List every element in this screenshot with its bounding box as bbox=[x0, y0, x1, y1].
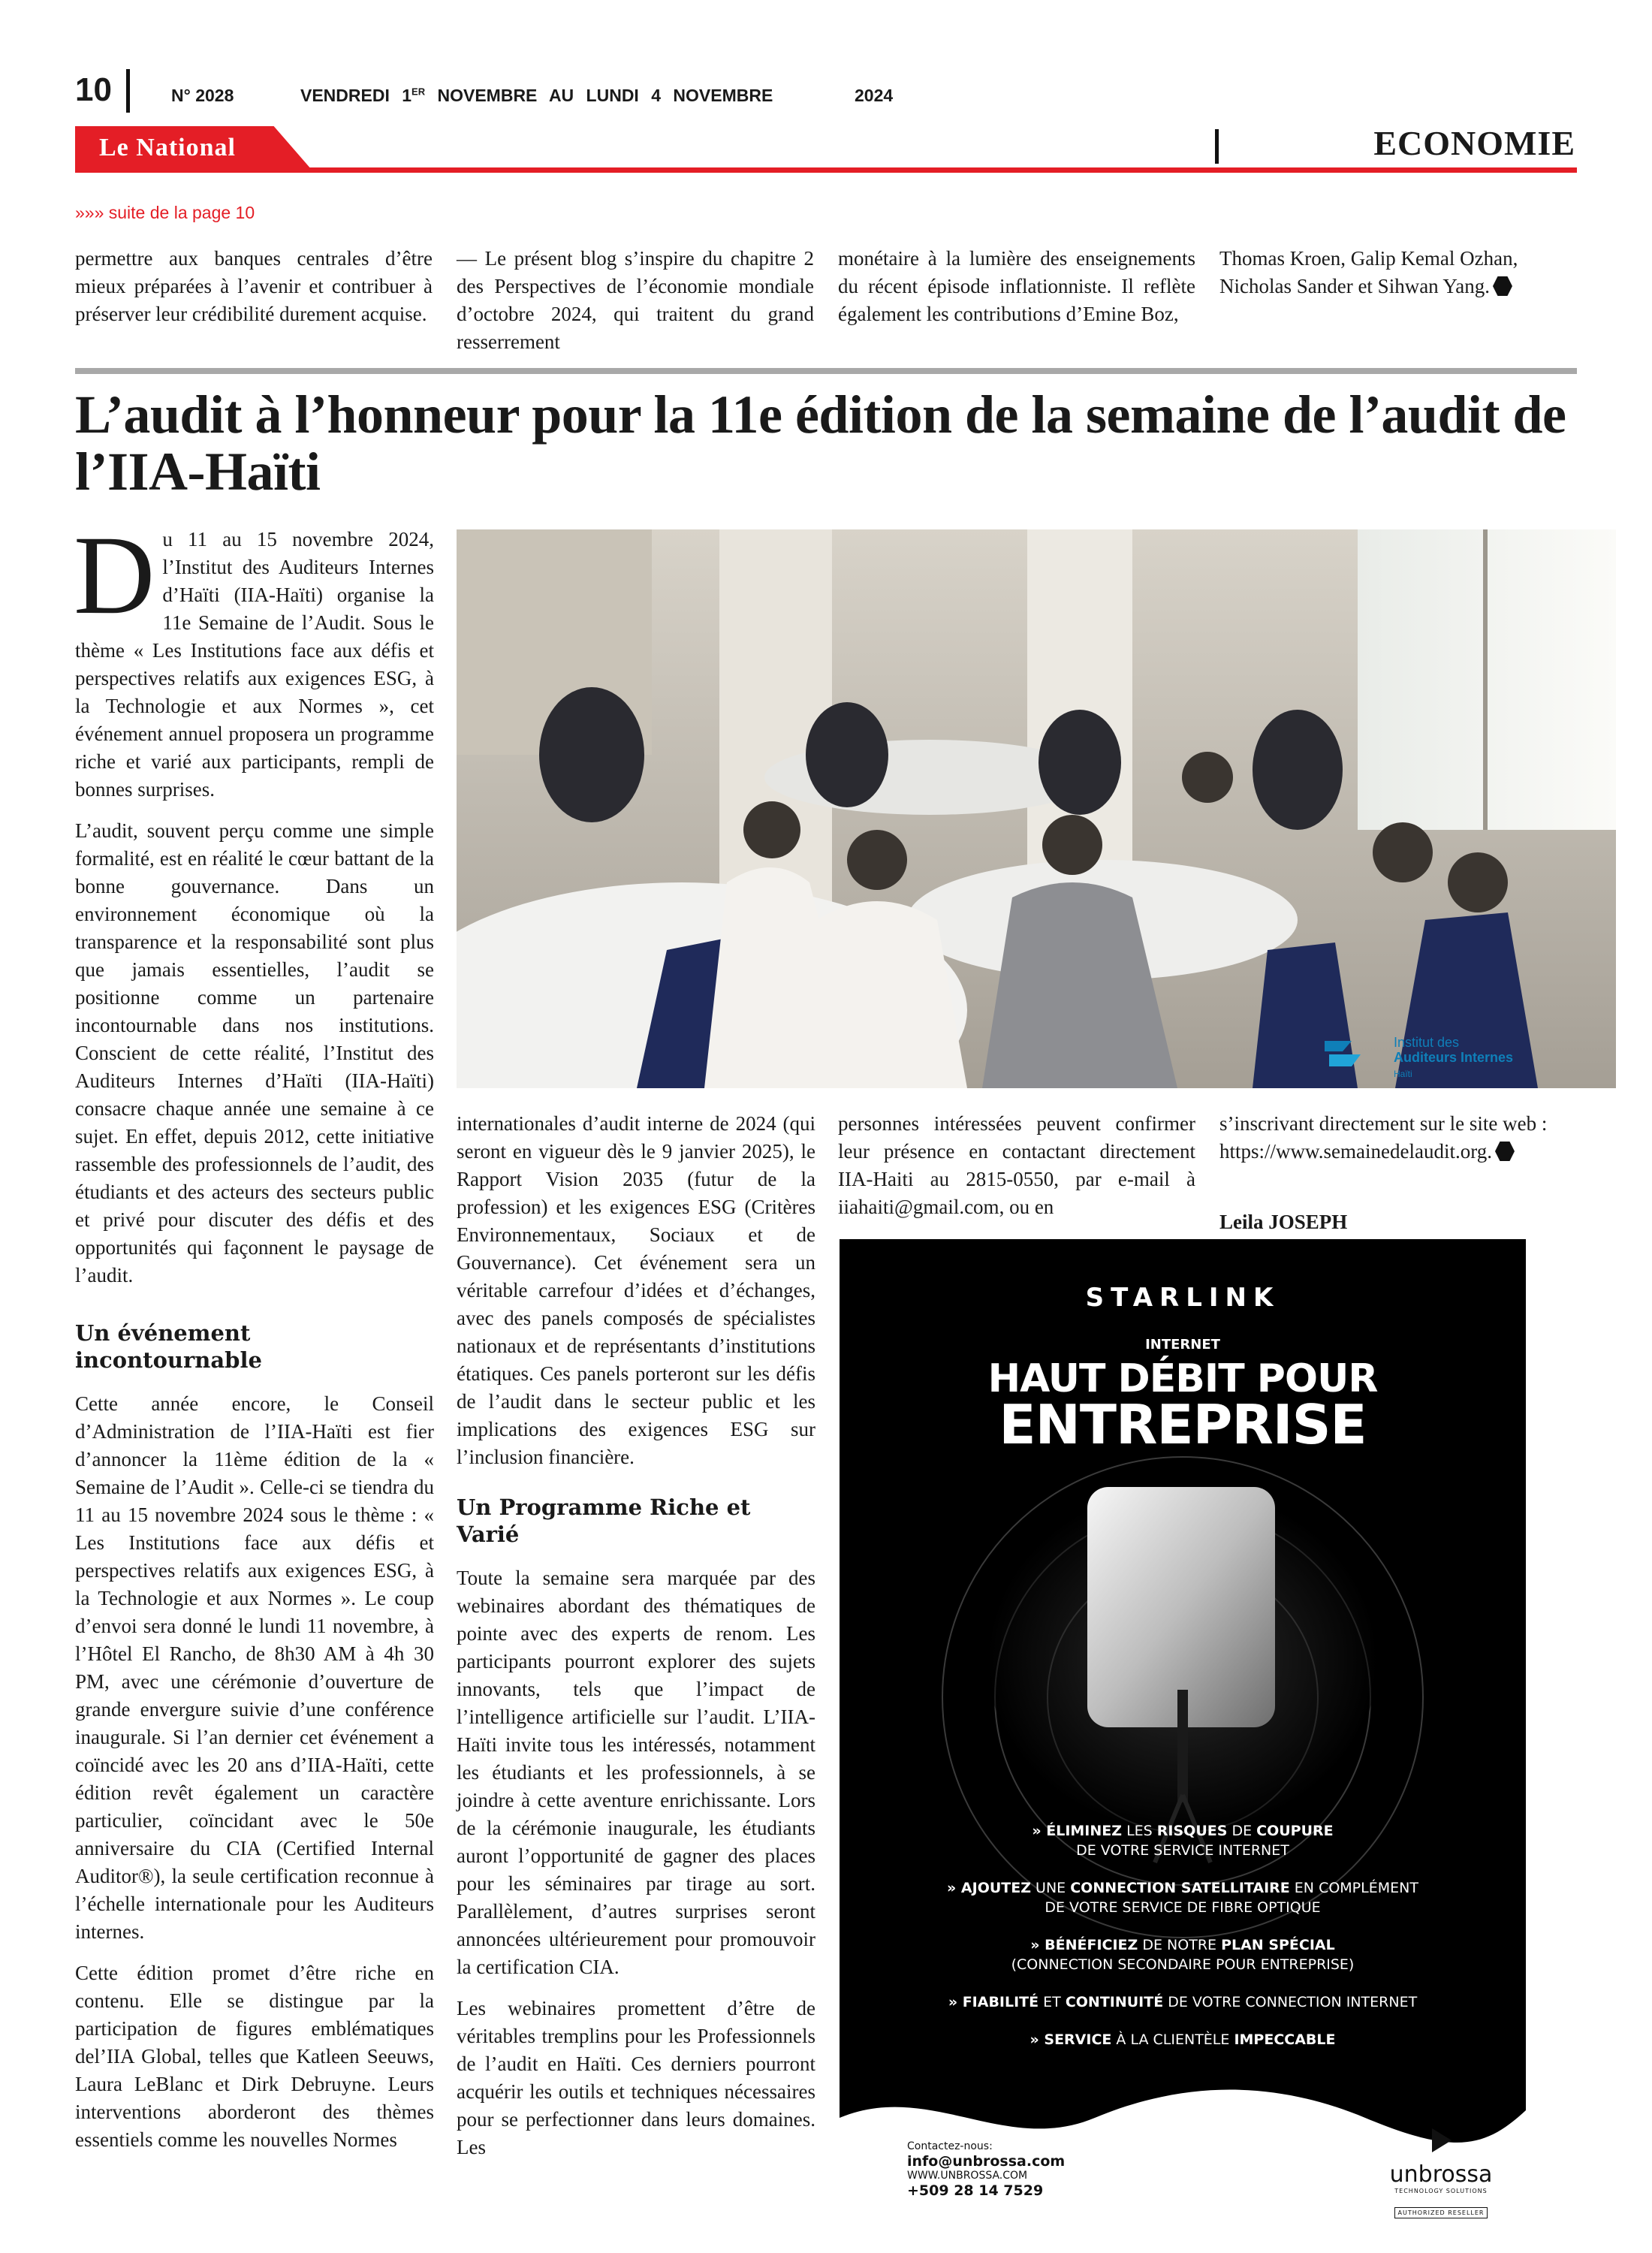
ad-contact-block bbox=[907, 2140, 1065, 2199]
end-mark-icon bbox=[1495, 1142, 1515, 1161]
ad-contact-label: Contactez-nous: bbox=[907, 2140, 993, 2152]
subheading-2: Un Programme Riche et Varié bbox=[457, 1494, 751, 1547]
ad-phone: +509 28 14 7529 bbox=[907, 2182, 1044, 2199]
ad-benefit-item: » AJOUTEZ UNE CONNECTION SATELLITAIRE EN COMPLÉMENT DE VOTRE SERVICE DE FIBRE OPTIQUE bbox=[947, 1880, 1418, 1916]
article-paragraph-2: L’audit, souvent perçu comme une simple formalité, est en réalité le cœur battant de la bonne gouvernance. Dans un environnement économique où la transparence et la responsabilité sont plus que jamais essentielles, l’audit se positionne comme un partenaire incontournable dans nos institutions. Conscient de cette réalité, l’Institut des Auditeurs Internes d’Haïti (IIA-Haïti) consacre chaque année une semaine à ce sujet. En effet, depuis 2012, cette initiative rassemble des professionnels de l’audit, des étudiants et des acteurs des secteurs public et privé pour discuter des défis et des opportunités qui façonnent le paysage de l’audit. bbox=[75, 819, 434, 1286]
section-title: ECONOMIE bbox=[1373, 124, 1575, 162]
article-paragraph-3: Cette année encore, le Conseil d’Administration de l’IIA-Haïti est fier d’annoncer la 11ème édition de la « Semaine de l’Audit ». Celle-ci se tiendra du 11 au 15 novembre 2024 sous le thème : « Les Institutions face aux défis et perspectives relatifs aux exigences ESG, à la Technologie et aux Normes ». Le coup d’envoi sera donné le lundi 11 novembre, à l’Hôtel El Rancho, de 8h30 AM à 4h 30 PM, avec une cérémonie d’ouverture de grande envergure suivie d’une conférence inaugurale. Si l’an dernier cet événement a coïncidé avec les 20 ans d’IIA-Haïti, cette édition revêt également un caractère particulier, coïncidant avec le 50e anniversaire du CIA (Certified Internal Auditor®), la seule certification reconnue à l’échelle internationale pour les Auditeurs internes. bbox=[75, 1392, 434, 1943]
article-col-4 bbox=[1219, 1110, 1577, 1179]
iia-haiti-logo bbox=[1322, 1030, 1607, 1080]
article-paragraph-6: Toute la semaine sera marquée par des webinaires abordant des thématiques de pointe avec des experts de renom. Les participants pourront explorer des sujets innovants, tels que l’impact de l’intelligence artificielle sur l’audit. L’IIA-Haïti invite tous les intéressés, notamment les étudiants et les professionnels, à se joindre à cette aventure enrichissante. Lors de la cérémonie inaugurale, les étudiants auront l’opportunité de gagner des places pour les séminaires par tirage au sort. Parallèlement, d’autres surprises seront annoncées ultérieurement pour promouvoir la certification CIA. bbox=[457, 1567, 815, 1978]
prev-article-col-3: monétaire à la lumière des enseignements du récent épisode inflationniste. Il reflète également les contributions d’Emine Boz, bbox=[838, 247, 1195, 325]
article-divider bbox=[75, 368, 1577, 374]
starlink-ad bbox=[840, 1239, 1526, 2239]
end-mark-icon bbox=[1493, 276, 1512, 296]
article-paragraph-9: s’inscrivant directement sur le site web : https://www.semainedelaudit.org. bbox=[1219, 1112, 1548, 1163]
byline: Leila JOSEPH bbox=[1219, 1211, 1348, 1233]
article-col-1 bbox=[74, 513, 434, 2167]
folio-divider bbox=[126, 69, 130, 113]
ad-kicker: INTERNET bbox=[1145, 1337, 1220, 1353]
article-paragraph-7: Les webinaires promettent d’être de véritables tremplins pour les Professionnels de l’audit en Haïti. Ces derniers pourront acquérir les outils et techniques nécessaires pour se perfectionner dans leurs domaines. Les bbox=[457, 1997, 815, 2158]
ad-benefit-item: » SERVICE À LA CLIENTÈLE IMPECCABLE bbox=[1029, 2031, 1336, 2048]
drop-cap: D bbox=[74, 513, 155, 638]
article-photo bbox=[457, 529, 1616, 1088]
issue-number: N° 2028 bbox=[171, 86, 234, 105]
ad-website: WWW.UNBROSSA.COM bbox=[907, 2170, 1028, 2182]
page-number: 10 bbox=[75, 71, 112, 108]
unbrossa-logo: unbrossa TECHNOLOGY SOLUTIONS AUTHORIZED RESELLER bbox=[1385, 2125, 1497, 2221]
continuation-note: »»» suite de la page 10 bbox=[75, 203, 255, 222]
prev-article-col-1: permettre aux banques centrales d’être mieux préparées à l’avenir et contribuer à préserver leur crédibilité durement acquise. bbox=[75, 247, 433, 325]
article-col-3 bbox=[838, 1110, 1195, 1235]
article-paragraph-8: personnes intéressées peuvent confirmer leur présence en contactant directement IIA-Haiti au 2815-0550, par e-mail à iiahaiti@gmail.com, ou en bbox=[838, 1112, 1195, 1218]
ad-benefit-item: » BÉNÉFICIEZ DE NOTRE PLAN SPÉCIAL (CONNECTION SECONDAIRE POUR ENTREPRISE) bbox=[1011, 1937, 1355, 1973]
article-headline: L’audit à l’honneur pour la 11e édition de la semaine de l’audit de l’IIA-Haïti bbox=[75, 385, 1566, 502]
issue-date: VENDREDI 1ER NOVEMBRE AU LUNDI 4 NOVEMBRE bbox=[300, 86, 773, 105]
ad-benefits-list bbox=[885, 1821, 1481, 2068]
ad-brand: STARLINK bbox=[1085, 1283, 1280, 1313]
ad-headline-2: ENTREPRISE bbox=[999, 1393, 1367, 1456]
newspaper-name: Le National bbox=[99, 134, 236, 161]
article-paragraph-5: internationales d’audit interne de 2024 (qui seront en vigueur dès le 9 janvier 2025), le Rapport Vision 2035 (futur de la profession) et les exigences ESG (Critères Environnementaux, Sociaux et de Gouvernance). Cet événement sera un véritable carrefour d’idées et d’échanges, avec des panels composés de spécialistes nationaux et de représentants d’institutions étatiques. Ces panels porteront sur les défis de l’audit dans le secteur public et les implications des exigences ESG sur l’inclusion financière. bbox=[457, 1112, 815, 1468]
ad-benefit-item: » ÉLIMINEZ LES RISQUES DE COUPURE DE VOTRE SERVICE INTERNET bbox=[1032, 1823, 1334, 1859]
article-col-2 bbox=[457, 1110, 815, 2175]
prev-article-col-2: — Le présent blog s’inspire du chapitre 2 des Perspectives de l’économie mondiale d’octobre 2024, qui traitent du grand resserrement bbox=[457, 247, 814, 353]
article-paragraph-1: Du 11 au 15 novembre 2024, l’Institut des Auditeurs Internes d’Haïti (IIA-Haïti) organise la 11e Semaine de l’Audit. Sous le thème « Les Institutions face aux défis et perspectives relatifs aux exigences ESG, à la Technologie et aux Normes », cet événement annuel proposera un programme riche et varié aux participants, rempli de bonnes surprises. bbox=[74, 513, 434, 801]
iia-logo-text: Institut des Auditeurs Internes Haïti bbox=[1394, 1035, 1514, 1079]
subheading-1: Un événement incontournable bbox=[75, 1320, 262, 1373]
article-paragraph-4: Cette édition promet d’être riche en contenu. Elle se distingue par la participation de figures emblématiques del’IIA Global, telles que Katleen Seeuws, Laura LeBlanc et Dirk Debruyne. Leurs interventions aborderont des thèmes essentiels comme les nouvelles Normes bbox=[75, 1962, 434, 2151]
prev-article-col-4: Thomas Kroen, Galip Kemal Ozhan, Nicholas Sander et Sihwan Yang. bbox=[1219, 247, 1518, 297]
section-divider bbox=[1215, 129, 1219, 164]
ad-headline-1: HAUT DÉBIT POUR bbox=[987, 1356, 1378, 1401]
header-rule bbox=[75, 167, 1577, 173]
reseller-badge: AUTHORIZED RESELLER bbox=[1394, 2207, 1488, 2218]
conference-photo bbox=[457, 529, 1616, 1088]
ad-email: info@unbrossa.com bbox=[907, 2153, 1066, 2170]
ad-benefit-item: » FIABILITÉ ET CONTINUITÉ DE VOTRE CONNECTION INTERNET bbox=[948, 1994, 1418, 2010]
issue-year: 2024 bbox=[855, 86, 894, 105]
play-icon bbox=[1426, 2125, 1456, 2155]
iia-logo-icon bbox=[1322, 1035, 1367, 1072]
